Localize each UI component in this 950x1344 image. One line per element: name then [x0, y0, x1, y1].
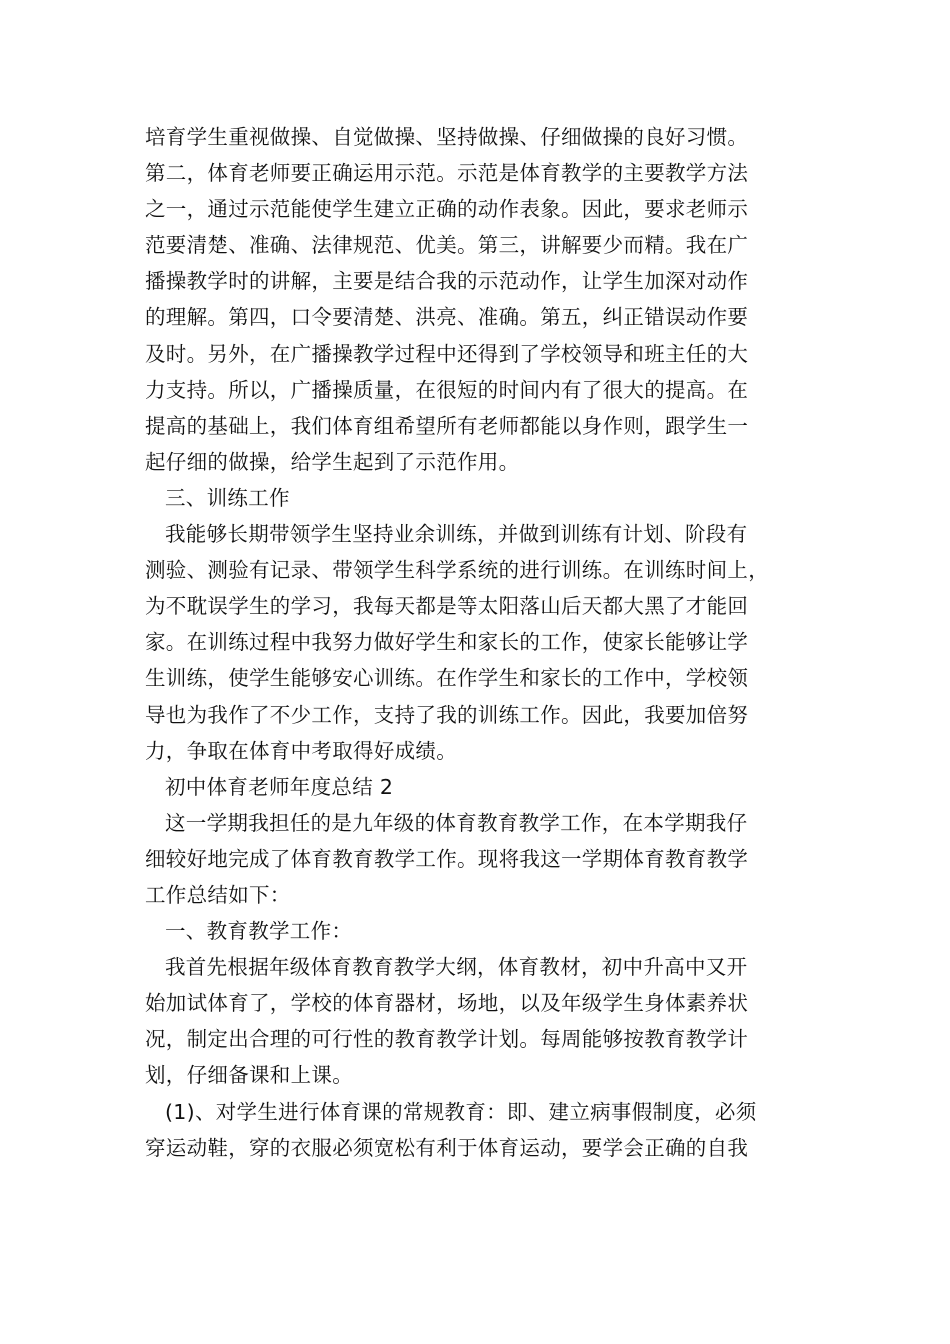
body-line: 培育学生重视做操、自觉做操、坚持做操、仔细做操的良好习惯。 — [145, 125, 749, 149]
body-line: 及时。另外，在广播操教学过程中还得到了学校领导和班主任的大 — [145, 341, 749, 366]
body-line: 提高的基础上，我们体育组希望所有老师都能以身作则，跟学生一 — [145, 413, 749, 438]
document-subtitle: 初中体育老师年度总结 2 — [165, 774, 394, 799]
body-line: 况，制定出合理的可行性的教育教学计划。每周能够按教育教学计 — [145, 1027, 749, 1052]
body-line: 播操教学时的讲解，主要是结合我的示范动作，让学生加深对动作 — [145, 269, 749, 294]
paragraph-first-line: (1)、对学生进行体育课的常规教育：即、建立病事假制度，必须 — [165, 1099, 757, 1124]
body-line: 导也为我作了不少工作，支持了我的训练工作。因此，我要加倍努 — [145, 702, 749, 727]
body-line: 划，仔细备课和上课。 — [145, 1063, 353, 1088]
body-line: 穿运动鞋，穿的衣服必须宽松有利于体育运动，要学会正确的自我 — [145, 1135, 749, 1160]
section-heading: 三、训练工作 — [165, 485, 290, 510]
paragraph-first-line: 我能够长期带领学生坚持业余训练，并做到训练有计划、阶段有 — [165, 522, 748, 547]
body-line: 第二，体育老师要正确运用示范。示范是体育教学的主要教学方法 — [145, 161, 749, 186]
body-line: 力支持。所以，广播操质量，在很短的时间内有了很大的提高。在 — [145, 377, 749, 402]
document-body — [145, 119, 815, 1166]
body-line: 起仔细的做操，给学生起到了示范作用。 — [145, 449, 520, 474]
body-line: 工作总结如下： — [145, 882, 291, 907]
body-line: 始加试体育了，学校的体育器材，场地，以及年级学生身体素养状 — [145, 991, 749, 1016]
body-line: 为不耽误学生的学习，我每天都是等太阳落山后天都大黑了才能回 — [145, 594, 749, 619]
body-line: 生训练，使学生能够安心训练。在作学生和家长的工作中，学校领 — [145, 666, 749, 691]
section-heading: 一、教育教学工作： — [165, 919, 353, 944]
paragraph-first-line: 这一学期我担任的是九年级的体育教育教学工作，在本学期我仔 — [165, 810, 748, 835]
body-line: 范要清楚、准确、法律规范、优美。第三，讲解要少而精。我在广 — [145, 233, 749, 258]
body-line: 家。在训练过程中我努力做好学生和家长的工作，使家长能够让学 — [145, 630, 749, 655]
body-line: 测验、测验有记录、带领学生科学系统的进行训练。在训练时间上， — [145, 558, 769, 583]
body-line: 力，争取在体育中考取得好成绩。 — [145, 738, 457, 763]
paragraph-first-line: 我首先根据年级体育教育教学大纲，体育教材，初中升高中又开 — [165, 955, 748, 980]
body-line: 细较好地完成了体育教育教学工作。现将我这一学期体育教育教学 — [145, 846, 749, 871]
body-line: 之一，通过示范能使学生建立正确的动作表象。因此，要求老师示 — [145, 197, 749, 222]
body-line: 的理解。第四，口令要清楚、洪亮、准确。第五，纠正错误动作要 — [145, 305, 749, 330]
